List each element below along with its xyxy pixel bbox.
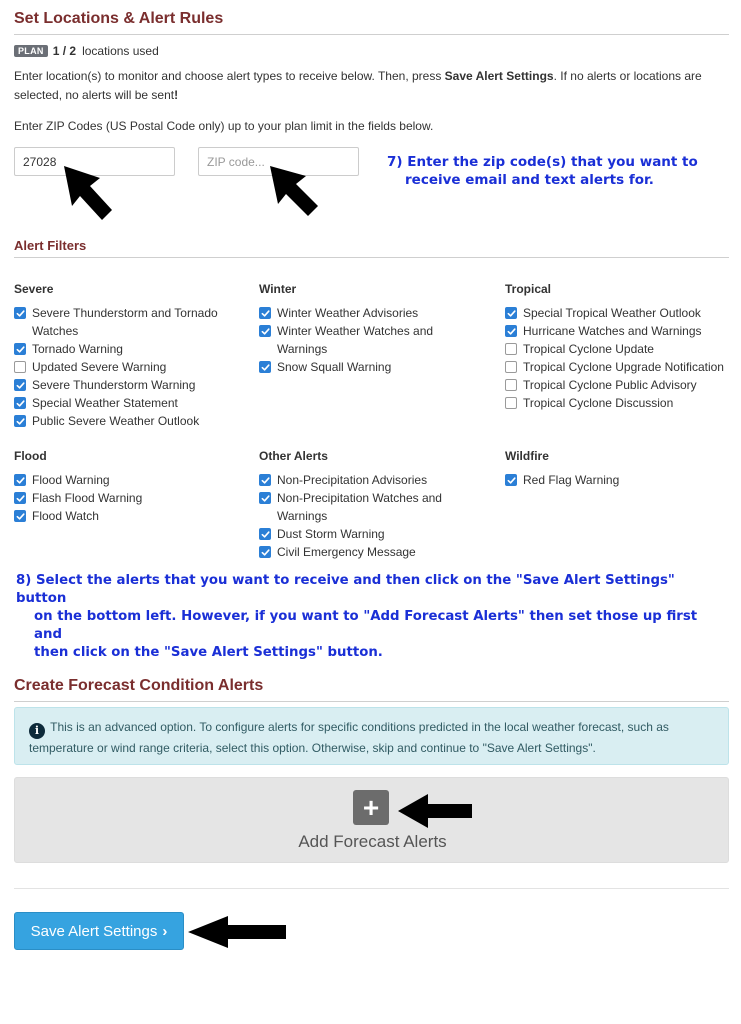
alert-filter-option[interactable] <box>14 304 244 340</box>
checkbox-checked[interactable] <box>14 397 26 409</box>
intro-part1: Enter location(s) to monitor and choose alert types to receive below. Then, press <box>14 69 445 83</box>
checkbox-checked[interactable] <box>259 492 271 504</box>
step8-line1: 8) Select the alerts that you want to receive and then click on the "Save Alert Settings" button <box>16 573 675 606</box>
checkbox-checked[interactable] <box>259 474 271 486</box>
alert-filter-label: Tornado Warning <box>32 342 123 356</box>
checkbox-checked[interactable] <box>259 361 271 373</box>
checkbox-checked[interactable] <box>14 510 26 522</box>
plan-badge: PLAN <box>14 45 48 57</box>
alert-filter-label: Tropical Cyclone Update <box>523 342 654 356</box>
alert-filter-label: Updated Severe Warning <box>32 360 167 374</box>
filter-group-severe <box>14 282 244 430</box>
intro-text <box>14 67 726 105</box>
checkbox-unchecked[interactable] <box>505 379 517 391</box>
advanced-option-info <box>14 707 729 765</box>
add-forecast-alerts-panel[interactable] <box>14 777 729 863</box>
alert-filter-label: Civil Emergency Message <box>277 545 416 559</box>
alert-filter-label: Tropical Cyclone Upgrade Notification <box>523 360 724 374</box>
alert-filter-label: Public Severe Weather Outlook <box>32 414 200 428</box>
alert-filter-label: Special Tropical Weather Outlook <box>523 306 701 320</box>
alert-filter-option[interactable] <box>505 304 729 322</box>
alert-filter-label: Special Weather Statement <box>32 396 178 410</box>
alert-filter-label: Severe Thunderstorm Warning <box>32 378 196 392</box>
alert-filter-label: Snow Squall Warning <box>277 360 392 374</box>
filter-group-other <box>259 449 469 561</box>
alert-filter-option[interactable] <box>14 394 244 412</box>
alert-filters-title: Alert Filters <box>14 238 729 258</box>
group-title: Other Alerts <box>259 449 328 463</box>
checkbox-checked[interactable] <box>14 415 26 427</box>
filter-group-winter <box>259 282 469 376</box>
alert-filter-option[interactable] <box>14 340 244 358</box>
checkbox-checked[interactable] <box>259 546 271 558</box>
checkbox-list <box>14 304 244 430</box>
checkbox-checked[interactable] <box>14 474 26 486</box>
add-forecast-alerts-label[interactable]: Add Forecast Alerts <box>298 832 447 851</box>
checkbox-checked[interactable] <box>505 325 517 337</box>
filter-group-wildfire <box>505 449 729 489</box>
alert-filter-option[interactable] <box>14 358 244 376</box>
alert-filter-label: Non-Precipitation Advisories <box>277 473 428 487</box>
alert-filter-option[interactable] <box>505 340 729 358</box>
alert-filter-label: Flood Watch <box>32 509 99 523</box>
info-circle-icon: i <box>29 723 45 739</box>
alert-filter-label: Tropical Cyclone Discussion <box>523 396 674 410</box>
alert-filter-label: Flood Warning <box>32 473 110 487</box>
checkbox-list <box>505 304 729 412</box>
step7-note <box>387 153 698 189</box>
checkbox-checked[interactable] <box>14 379 26 391</box>
plus-icon[interactable]: + <box>353 790 389 825</box>
divider <box>14 888 729 889</box>
alert-filter-option[interactable] <box>505 471 729 489</box>
checkbox-list <box>259 471 469 561</box>
alert-filter-option[interactable] <box>259 543 469 561</box>
checkbox-checked[interactable] <box>14 307 26 319</box>
alert-filter-option[interactable] <box>259 489 469 525</box>
checkbox-list <box>14 471 244 525</box>
plan-suffix: locations used <box>82 44 159 58</box>
save-alert-settings-button[interactable] <box>14 912 184 950</box>
chevron-right-icon: › <box>162 922 168 940</box>
zip-instructions: Enter ZIP Codes (US Postal Code only) up to your plan limit in the fields below. <box>14 119 434 133</box>
filter-group-tropical <box>505 282 729 412</box>
alert-filter-label: Winter Weather Advisories <box>277 306 419 320</box>
checkbox-unchecked[interactable] <box>14 361 26 373</box>
alert-filter-option[interactable] <box>259 525 469 543</box>
intro-part2: . If no alerts or locations are selected, no alerts will be sent <box>14 69 702 102</box>
alert-filter-option[interactable] <box>505 322 729 340</box>
checkbox-checked[interactable] <box>259 325 271 337</box>
alert-filter-option[interactable] <box>259 358 469 376</box>
filter-group-flood <box>14 449 244 525</box>
plan-usage <box>14 44 159 58</box>
alert-filter-label: Red Flag Warning <box>523 473 620 487</box>
alert-filter-option[interactable] <box>505 376 729 394</box>
group-title: Winter <box>259 282 297 296</box>
alert-filter-label: Winter Weather Watches and Warnings <box>277 324 434 356</box>
alert-filter-option[interactable] <box>14 412 244 430</box>
alert-filter-label: Hurricane Watches and Warnings <box>523 324 702 338</box>
alert-filter-option[interactable] <box>14 471 244 489</box>
group-title: Tropical <box>505 282 552 296</box>
step7-line1: 7) Enter the zip code(s) that you want to <box>387 154 698 170</box>
alert-filter-label: Tropical Cyclone Public Advisory <box>523 378 697 392</box>
save-label: Save Alert Settings <box>30 922 158 940</box>
checkbox-checked[interactable] <box>505 474 517 486</box>
pointer-arrow-icon <box>188 914 288 950</box>
checkbox-list <box>259 304 469 376</box>
step8-note <box>16 572 729 662</box>
checkbox-checked[interactable] <box>259 307 271 319</box>
group-title: Flood <box>14 449 47 463</box>
alert-filter-option[interactable] <box>259 471 469 489</box>
step7-line2: receive email and text alerts for. <box>405 172 654 188</box>
alert-filter-option[interactable] <box>505 358 729 376</box>
alert-filter-label: Non-Precipitation Watches and Warnings <box>277 491 442 523</box>
step8-line3: then click on the "Save Alert Settings" button. <box>34 645 383 660</box>
alert-filter-option[interactable] <box>259 322 469 358</box>
plan-count: 1 / 2 <box>52 44 77 58</box>
group-title: Severe <box>14 282 54 296</box>
alert-filter-label: Flash Flood Warning <box>32 491 143 505</box>
alert-filter-option[interactable] <box>14 489 244 507</box>
alert-filter-option[interactable] <box>259 304 469 322</box>
pointer-arrow-icon <box>62 164 114 224</box>
checkbox-checked[interactable] <box>14 343 26 355</box>
checkbox-unchecked[interactable] <box>505 343 517 355</box>
checkbox-unchecked[interactable] <box>505 361 517 373</box>
forecast-alerts-title: Create Forecast Condition Alerts <box>14 677 729 702</box>
alert-filter-option[interactable] <box>505 394 729 412</box>
info-text: This is an advanced option. To configure alerts for specific conditions predicted in the local weather forecast, such as temperature or wind range criteria, select this option. Otherwise, skip and continue to "Save Alert Settings". <box>29 720 669 755</box>
alert-filter-label: Severe Thunderstorm and Tornado Watches <box>32 306 218 338</box>
checkbox-checked[interactable] <box>505 307 517 319</box>
alert-filter-option[interactable] <box>14 376 244 394</box>
group-title: Wildfire <box>505 449 549 463</box>
alert-filter-label: Dust Storm Warning <box>277 527 385 541</box>
checkbox-checked[interactable] <box>14 492 26 504</box>
checkbox-list <box>505 471 729 489</box>
checkbox-unchecked[interactable] <box>505 397 517 409</box>
set-locations-title: Set Locations & Alert Rules <box>14 10 729 35</box>
pointer-arrow-icon <box>398 792 474 830</box>
pointer-arrow-icon <box>268 164 320 218</box>
intro-bold-save: Save Alert Settings <box>444 69 554 83</box>
step8-line2: on the bottom left. However, if you want to "Add Forecast Alerts" then set those up first and <box>34 609 698 642</box>
intro-bold-bang: ! <box>174 88 179 102</box>
alert-filter-option[interactable] <box>14 507 244 525</box>
checkbox-checked[interactable] <box>259 528 271 540</box>
